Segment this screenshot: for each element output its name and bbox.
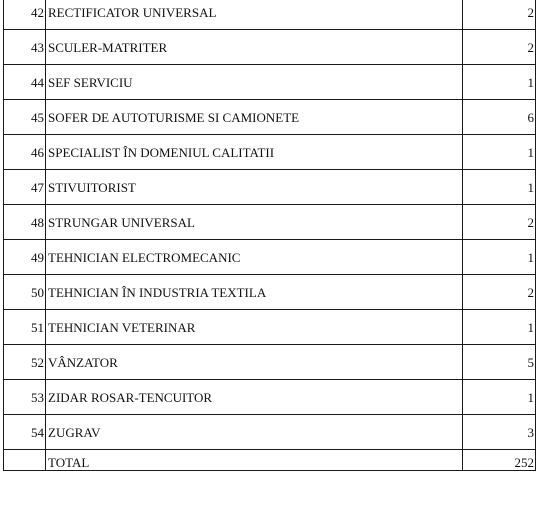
occupation-name: SCULER-MATRITER	[46, 30, 463, 65]
table-row	[4, 205, 536, 240]
position-count: 3	[463, 415, 536, 450]
table-row	[4, 170, 536, 205]
total-count: 252	[463, 450, 536, 471]
table-row	[4, 240, 536, 275]
occupation-name: ZIDAR ROSAR-TENCUITOR	[46, 380, 463, 415]
row-number: 53	[4, 380, 46, 415]
occupation-name: VÂNZATOR	[46, 345, 463, 380]
occupation-name: SPECIALIST ÎN DOMENIUL CALITATII	[46, 135, 463, 170]
position-count: 2	[463, 205, 536, 240]
occupation-name: SEF SERVICIU	[46, 65, 463, 100]
table-row	[4, 345, 536, 380]
row-number: 47	[4, 170, 46, 205]
table-row	[4, 415, 536, 450]
position-count: 1	[463, 380, 536, 415]
occupation-name: TEHNICIAN ÎN INDUSTRIA TEXTILA	[46, 275, 463, 310]
occupations-table	[3, 0, 536, 471]
occupation-name: TEHNICIAN ELECTROMECANIC	[46, 240, 463, 275]
occupation-name: RECTIFICATOR UNIVERSAL	[46, 0, 463, 30]
occupation-name: STRUNGAR UNIVERSAL	[46, 205, 463, 240]
occupation-name: SOFER DE AUTOTURISME SI CAMIONETE	[46, 100, 463, 135]
row-number: 45	[4, 100, 46, 135]
row-number: 52	[4, 345, 46, 380]
row-number: 54	[4, 415, 46, 450]
position-count: 1	[463, 310, 536, 345]
occupation-name: STIVUITORIST	[46, 170, 463, 205]
table-row	[4, 65, 536, 100]
occupation-name: ZUGRAV	[46, 415, 463, 450]
position-count: 2	[463, 0, 536, 30]
row-number: 46	[4, 135, 46, 170]
total-label: TOTAL	[46, 450, 463, 471]
row-number: 48	[4, 205, 46, 240]
total-row	[4, 450, 536, 471]
table-row	[4, 310, 536, 345]
row-number: 50	[4, 275, 46, 310]
position-count: 1	[463, 170, 536, 205]
row-number: 49	[4, 240, 46, 275]
occupation-name: TEHNICIAN VETERINAR	[46, 310, 463, 345]
total-number-cell	[4, 450, 46, 471]
position-count: 1	[463, 240, 536, 275]
row-number: 44	[4, 65, 46, 100]
position-count: 2	[463, 30, 536, 65]
table-row	[4, 100, 536, 135]
position-count: 6	[463, 100, 536, 135]
position-count: 1	[463, 65, 536, 100]
row-number: 42	[4, 0, 46, 30]
table-row	[4, 275, 536, 310]
row-number: 43	[4, 30, 46, 65]
table-row	[4, 135, 536, 170]
position-count: 5	[463, 345, 536, 380]
row-number: 51	[4, 310, 46, 345]
table-row	[4, 380, 536, 415]
position-count: 2	[463, 275, 536, 310]
table-row	[4, 30, 536, 65]
table-body	[4, 0, 536, 471]
position-count: 1	[463, 135, 536, 170]
table-row	[4, 0, 536, 30]
